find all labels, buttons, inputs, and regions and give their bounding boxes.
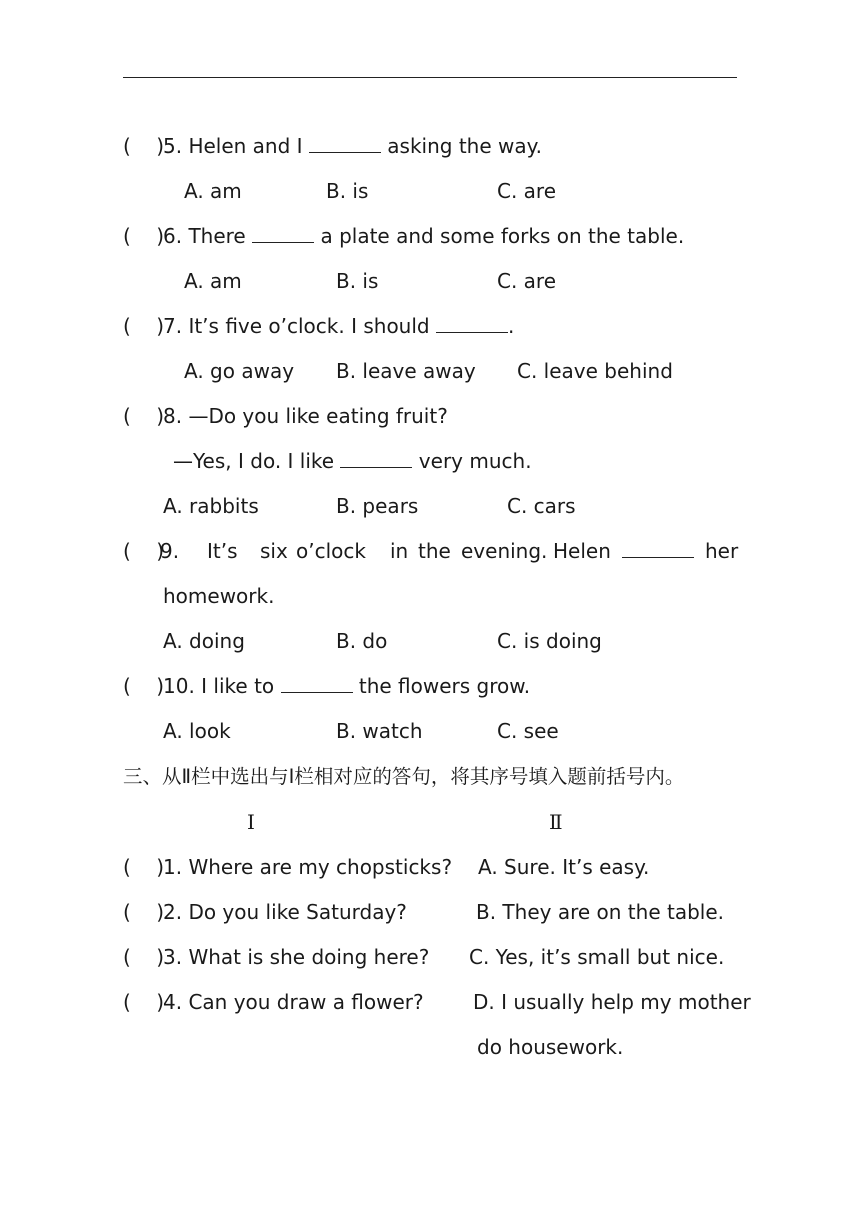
section-title: 三、从Ⅱ栏中选出与Ⅰ栏相对应的答句，将其序号填入题前括号内。 <box>123 765 685 788</box>
question-7 <box>163 313 514 339</box>
answer-blank <box>340 449 412 468</box>
answer-bracket[interactable]: ( ) <box>123 134 165 158</box>
answer-blank <box>622 538 694 564</box>
option-c: C. are <box>497 179 557 203</box>
option-b: B. do <box>336 629 388 653</box>
question-5 <box>163 133 542 159</box>
option-c: C. is doing <box>497 629 602 653</box>
question-text: 7. It’s five o’clock. I should <box>163 314 436 338</box>
option-a: A. doing <box>163 629 245 653</box>
option-a: A. am <box>184 179 242 203</box>
question-10 <box>163 673 530 699</box>
question-text: 6. There <box>163 224 253 248</box>
match-question: 1. Where are my chopsticks? <box>163 855 453 879</box>
column-2-header: Ⅱ <box>549 810 563 834</box>
question-6 <box>163 223 684 249</box>
answer-blank-line <box>622 539 694 558</box>
match-question: 4. Can you draw a flower? <box>163 990 424 1014</box>
answer-blank <box>309 134 381 153</box>
question-9-word: o’clock <box>296 539 366 563</box>
option-a: A. look <box>163 719 231 743</box>
option-a: A. go away <box>184 359 295 383</box>
match-answer: A. Sure. It’s easy. <box>478 855 650 879</box>
question-text: 5. Helen and I <box>163 134 309 158</box>
option-b: B. is <box>326 179 369 203</box>
answer-bracket[interactable]: ( ) <box>123 855 165 879</box>
question-text: the flowers grow. <box>352 674 531 698</box>
question-text: very much. <box>412 449 532 473</box>
answer-bracket[interactable]: ( ) <box>123 990 165 1014</box>
question-9-cont: homework. <box>163 584 275 608</box>
question-8: 8. —Do you like eating fruit? <box>163 404 448 428</box>
answer-bracket[interactable]: ( ) <box>123 539 165 563</box>
option-b: B. is <box>336 269 379 293</box>
option-c: C. cars <box>507 494 576 518</box>
question-9-word: the <box>418 539 451 563</box>
option-a: A. rabbits <box>163 494 259 518</box>
question-8-reply <box>173 448 532 474</box>
question-9-word: 9. <box>160 539 180 563</box>
answer-bracket[interactable]: ( ) <box>123 404 165 428</box>
answer-bracket[interactable]: ( ) <box>123 224 165 248</box>
match-question: 3. What is she doing here? <box>163 945 430 969</box>
option-b: B. leave away <box>336 359 476 383</box>
question-9-word: It’s <box>207 539 238 563</box>
answer-bracket[interactable]: ( ) <box>123 945 165 969</box>
column-1-header: Ⅰ <box>247 810 255 834</box>
question-text: . <box>507 314 515 338</box>
question-text: —Yes, I do. I like <box>173 449 341 473</box>
match-answer: C. Yes, it’s small but nice. <box>469 945 725 969</box>
question-text: a plate and some forks on the table. <box>314 224 685 248</box>
option-c: C. are <box>497 269 557 293</box>
header-rule <box>123 77 737 78</box>
match-answer: B. They are on the table. <box>476 900 724 924</box>
answer-bracket[interactable]: ( ) <box>123 674 165 698</box>
option-c: C. leave behind <box>517 359 673 383</box>
question-9-word: evening. <box>461 539 548 563</box>
question-text: 10. I like to <box>163 674 281 698</box>
answer-blank <box>252 224 314 243</box>
answer-blank <box>436 314 508 333</box>
answer-bracket[interactable]: ( ) <box>123 314 165 338</box>
match-answer: D. I usually help my mother <box>473 990 751 1014</box>
match-answer-cont: do housework. <box>477 1035 624 1059</box>
question-9-word: Helen <box>553 539 611 563</box>
question-text: asking the way. <box>380 134 542 158</box>
answer-bracket[interactable]: ( ) <box>123 900 165 924</box>
option-b: B. watch <box>336 719 423 743</box>
option-a: A. am <box>184 269 242 293</box>
question-9-word: in <box>390 539 409 563</box>
option-b: B. pears <box>336 494 419 518</box>
answer-blank <box>281 674 353 693</box>
option-c: C. see <box>497 719 559 743</box>
match-question: 2. Do you like Saturday? <box>163 900 407 924</box>
question-9-word: her <box>705 539 739 563</box>
question-9-word: six <box>260 539 288 563</box>
